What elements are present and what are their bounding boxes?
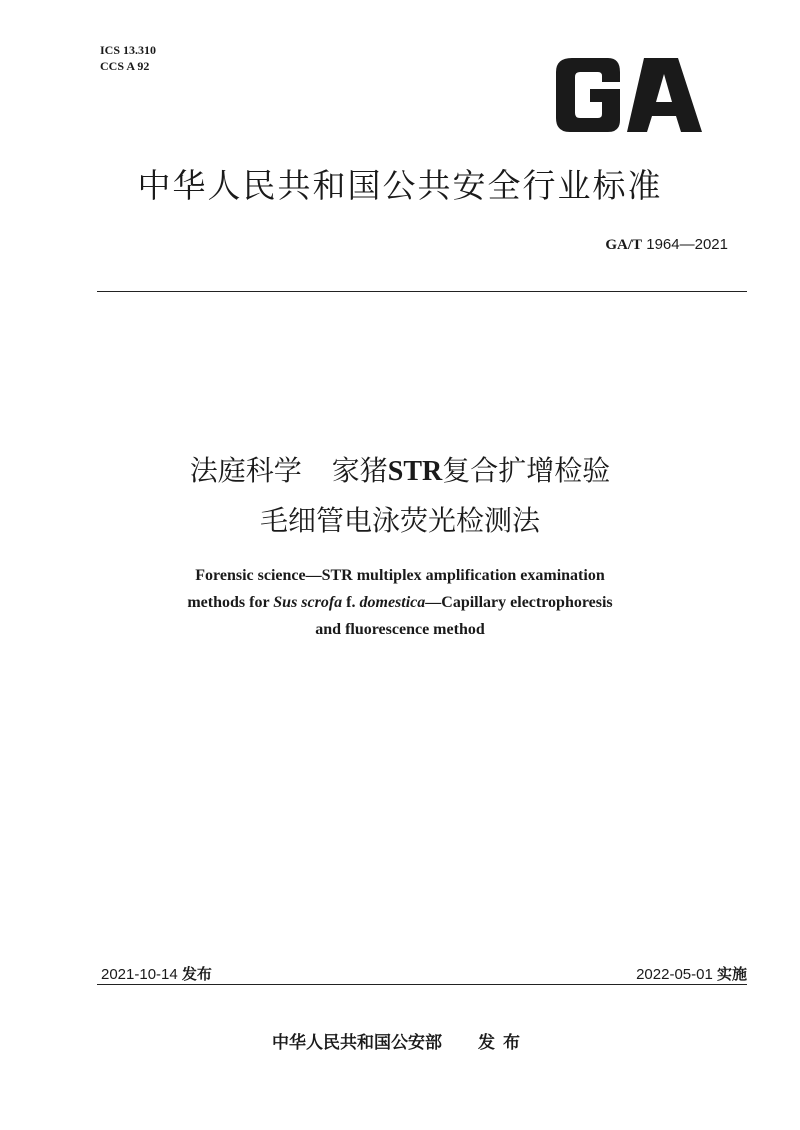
issuer-action: 发布 [478, 1033, 528, 1053]
ga-logo-graphic [548, 56, 703, 134]
english-title-domestica: domestica [359, 594, 426, 611]
chinese-title-subject: 家猪 [331, 454, 388, 487]
chinese-title-str: STR [387, 456, 443, 487]
standard-number-prefix: GA/T [605, 237, 643, 253]
issuer-name: 中华人民共和国公安部 [272, 1033, 442, 1053]
standard-number [605, 236, 728, 254]
issuing-authority [0, 1028, 800, 1053]
english-title-method: —Capillary electrophoresis [425, 594, 613, 611]
ga-logo-letter-g [556, 58, 620, 132]
english-title-line-2 [0, 594, 800, 612]
chinese-title-line-1 [0, 449, 800, 489]
english-title-line-1: Forensic science—STR multiplex amplification examination [195, 567, 605, 584]
implementation-date [636, 963, 747, 984]
ics-code: ICS 13.310 [100, 43, 157, 57]
english-title-line-3: and fluorescence method [315, 621, 485, 638]
chinese-title-method: 复合扩增检验 [442, 454, 611, 487]
issue-date-value: 2021-10-14 [101, 966, 178, 983]
english-title-methods-for: methods for [187, 594, 274, 611]
english-title-species: Sus scrofa [273, 594, 343, 611]
standard-number-value: 1964—2021 [646, 236, 728, 253]
chinese-title-field: 法庭科学 [189, 454, 302, 487]
english-title-forma: f. [342, 594, 360, 611]
implementation-date-value: 2022-05-01 [636, 966, 713, 983]
header-divider [97, 291, 747, 292]
footer-divider [97, 984, 747, 985]
classification-codes [100, 42, 156, 74]
ga-logo-letter-a [627, 58, 702, 132]
issue-date [101, 963, 212, 984]
ga-logo [548, 56, 703, 134]
standard-category-header: 中华人民共和国公共安全行业标准 [137, 166, 663, 205]
issue-date-label: 发布 [181, 965, 212, 983]
ccs-code: CCS A 92 [100, 59, 150, 73]
chinese-title-line-2: 毛细管电泳荧光检测法 [259, 504, 540, 537]
implementation-date-label: 实施 [716, 965, 747, 983]
